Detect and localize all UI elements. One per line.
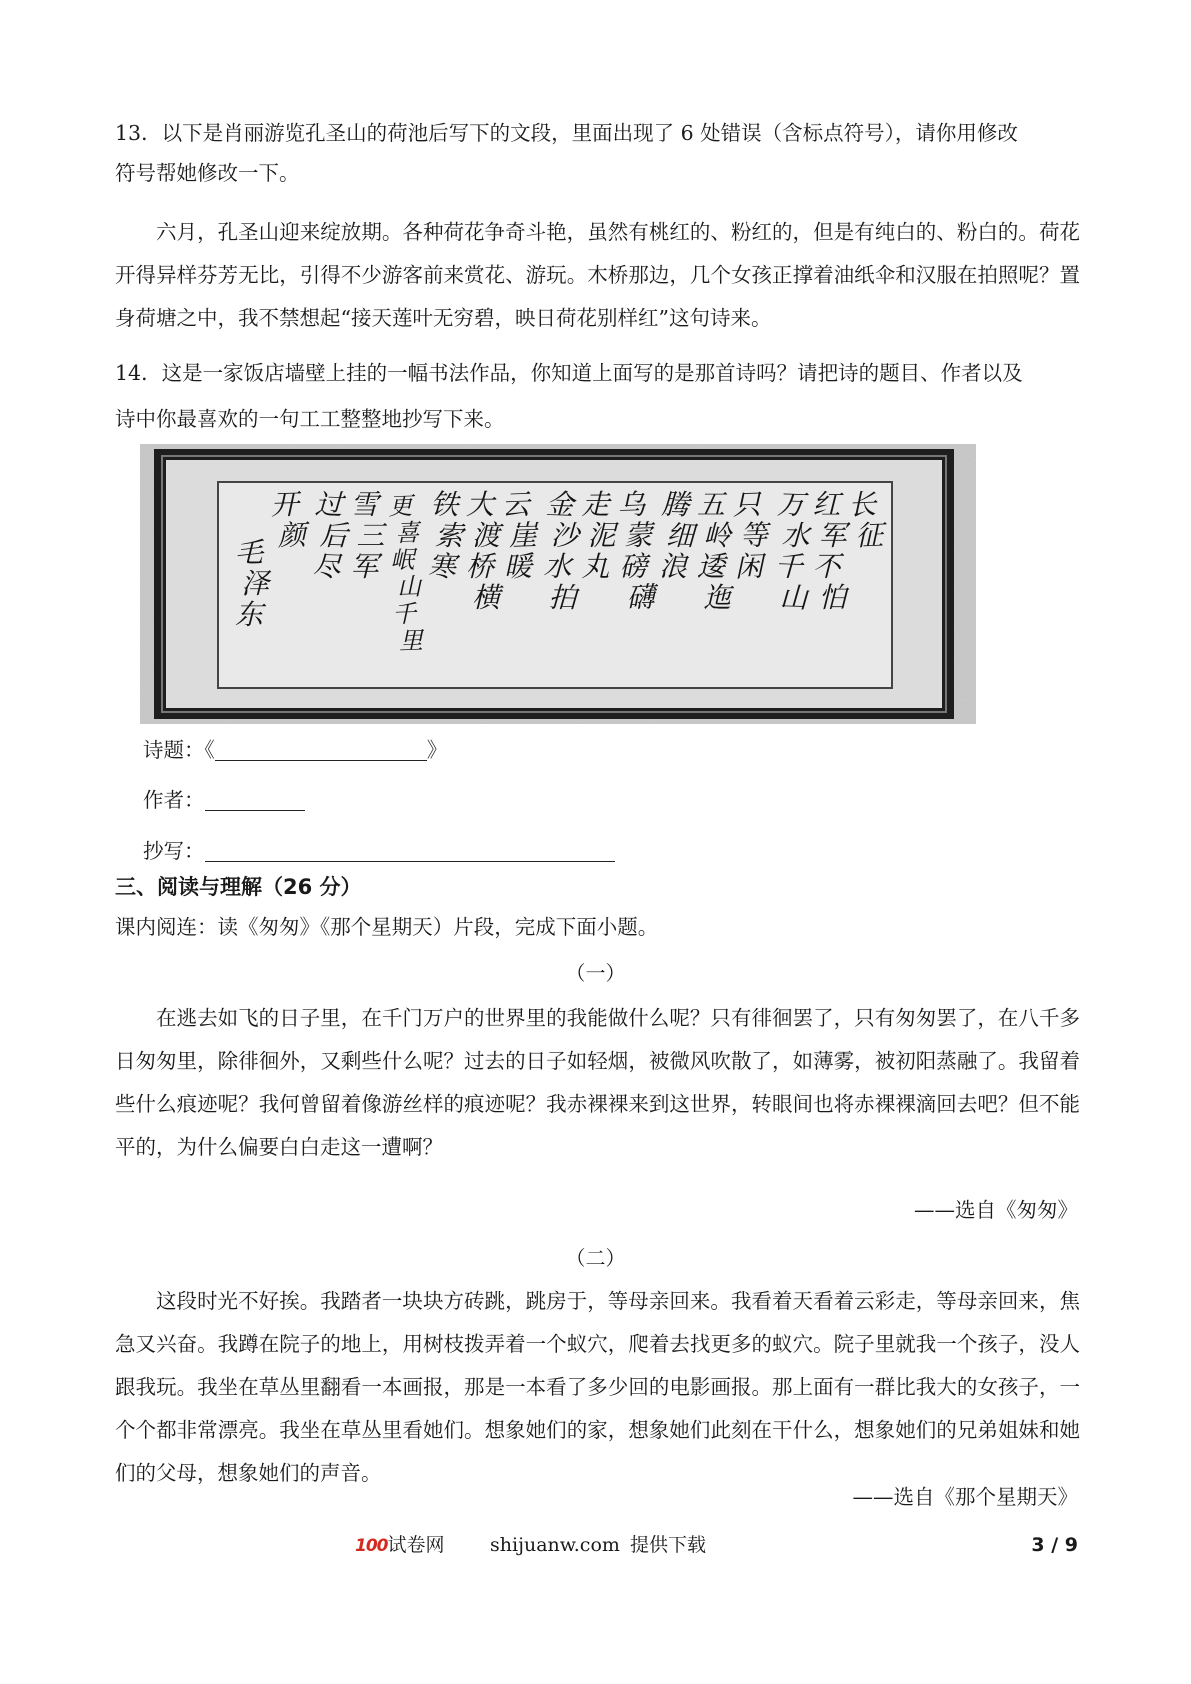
passage2-text: 这段时光不好挨。我踏者一块块方砖跳，跳房于，等母亲回来。我看着天看着云彩走，等母亲回来，焦急又兴奋。我蹲在院子的地上，用树枝拨弄着一个蚁穴，爬着去找更多的蚁穴。院子里就我一个孩子，没人跟我玩。我坐在草丛里翻看一本画报，那是一本看了多少回的电影画报。那上面有一群比我大的女孩子，一个个都非常漂亮。我坐在草丛里看她们。想象她们的家，想象她们此刻在干什么，想象她们的兄弟姐妹和她们的父母，想象她们的声音。 bbox=[115, 1289, 1080, 1485]
calligraphy-column: 腾细浪 bbox=[658, 487, 695, 584]
calligraphy-column: 万水千山 bbox=[774, 487, 811, 615]
section-heading: 三、阅读与理解（26 分） bbox=[115, 875, 362, 899]
poem-author-blank[interactable] bbox=[205, 788, 305, 811]
q13-passage bbox=[115, 211, 1080, 340]
calligraphy-column: 大渡桥横 bbox=[465, 488, 501, 614]
passage1-label: （一） bbox=[565, 961, 626, 985]
poem-author-label: 作者： bbox=[143, 788, 205, 812]
poem-copy-label: 抄写： bbox=[143, 839, 205, 863]
calligraphy-column: 红军不怕 bbox=[812, 488, 847, 614]
q14-prompt-line1: 14．这是一家饭店墙壁上挂的一幅书法作品，你知道上面写的是那首诗吗？请把诗的题目、作者以及 bbox=[115, 361, 1023, 385]
calligraphy-column: 过后尽 bbox=[312, 487, 349, 584]
q13-prompt-line2: 符号帮她修改一下。 bbox=[115, 161, 300, 185]
q14-prompt-line2: 诗中你最喜欢的一句工工整整地抄写下来。 bbox=[115, 407, 505, 431]
footer-site-link[interactable]: shijuanw.com bbox=[490, 1534, 620, 1556]
calligraphy-column: 更喜岷山千里 bbox=[387, 491, 424, 656]
poem-title-field bbox=[143, 735, 447, 765]
q13-prompt-line1: 13．以下是肖丽游览孔圣山的荷池后写下的文段，里面出现了 6 处错误（含标点符号），请你用修改 bbox=[115, 121, 1018, 145]
poem-copy-blank[interactable] bbox=[205, 839, 615, 862]
poem-title-label: 诗题：《 bbox=[143, 738, 215, 762]
passage1 bbox=[115, 997, 1080, 1169]
calligraphy-photo bbox=[140, 444, 976, 724]
calligraphy-column: 铁索寒 bbox=[427, 487, 464, 584]
calligraphy-column: 乌蒙磅礴 bbox=[616, 487, 656, 615]
calligraphy-column: 五岭逶迤 bbox=[696, 488, 732, 614]
section-intro: 课内阅连：读《匆匆》《那个星期天）片段，完成下面小题。 bbox=[115, 915, 659, 939]
q13-passage-text: 六月，孔圣山迎来绽放期。各种荷花争奇斗艳，虽然有桃红的、粉红的，但是有纯白的、粉白的。荷花开得异样芬芳无比，引得不少游客前来赏花、游玩。木桥那边，几个女孩正撑着油纸伞和汉服在拍照呢？置身荷塘之中，我不禁想起“接天莲叶无穷碧，映日荷花别样红”这句诗来。 bbox=[115, 220, 1080, 330]
footer-logo[interactable] bbox=[355, 1530, 445, 1561]
poem-title-close: 》 bbox=[426, 738, 448, 762]
calligraphy-column: 毛泽东 bbox=[234, 536, 270, 631]
footer-download-text: 提供下载 bbox=[630, 1534, 707, 1556]
poem-title-blank[interactable] bbox=[215, 738, 427, 761]
footer-page-number: 3 / 9 bbox=[1031, 1534, 1078, 1556]
calligraphy-column: 走泥丸 bbox=[581, 488, 616, 583]
poem-author-field bbox=[143, 785, 305, 815]
passage2-label: （二） bbox=[565, 1246, 626, 1270]
passage1-source: ——选自《匆匆》 bbox=[914, 1198, 1078, 1222]
footer-logo-number: 100 bbox=[355, 1536, 388, 1556]
calligraphy-column: 雪三军 bbox=[350, 488, 385, 583]
passage2 bbox=[115, 1280, 1080, 1495]
calligraphy-column: 长征 bbox=[847, 487, 884, 553]
calligraphy-column: 开颜 bbox=[270, 487, 307, 553]
footer-logo-text: 试卷网 bbox=[387, 1534, 445, 1556]
calligraphy-column: 只等闲 bbox=[732, 487, 769, 584]
passage1-text: 在逃去如飞的日子里，在千门万户的世界里的我能做什么呢？只有徘徊罢了，只有匆匆罢了，在八千多日匆匆里，除徘徊外，又剩些什么呢？过去的日子如轻烟，被微风吹散了，如薄雾，被初阳蒸融了。我留着些什么痕迹呢？我何曾留着像游丝样的痕迹呢？我赤裸裸来到这世界，转眼间也将赤裸裸滴回去吧？但不能平的，为什么偏要白白走这一遭啊？ bbox=[115, 1006, 1080, 1159]
passage2-source: ——选自《那个星期天》 bbox=[852, 1485, 1078, 1509]
calligraphy-column: 云崖暖 bbox=[501, 487, 538, 584]
footer bbox=[0, 1530, 1191, 1560]
poem-copy-field bbox=[143, 836, 615, 866]
calligraphy-column: 金沙水拍 bbox=[543, 487, 580, 615]
